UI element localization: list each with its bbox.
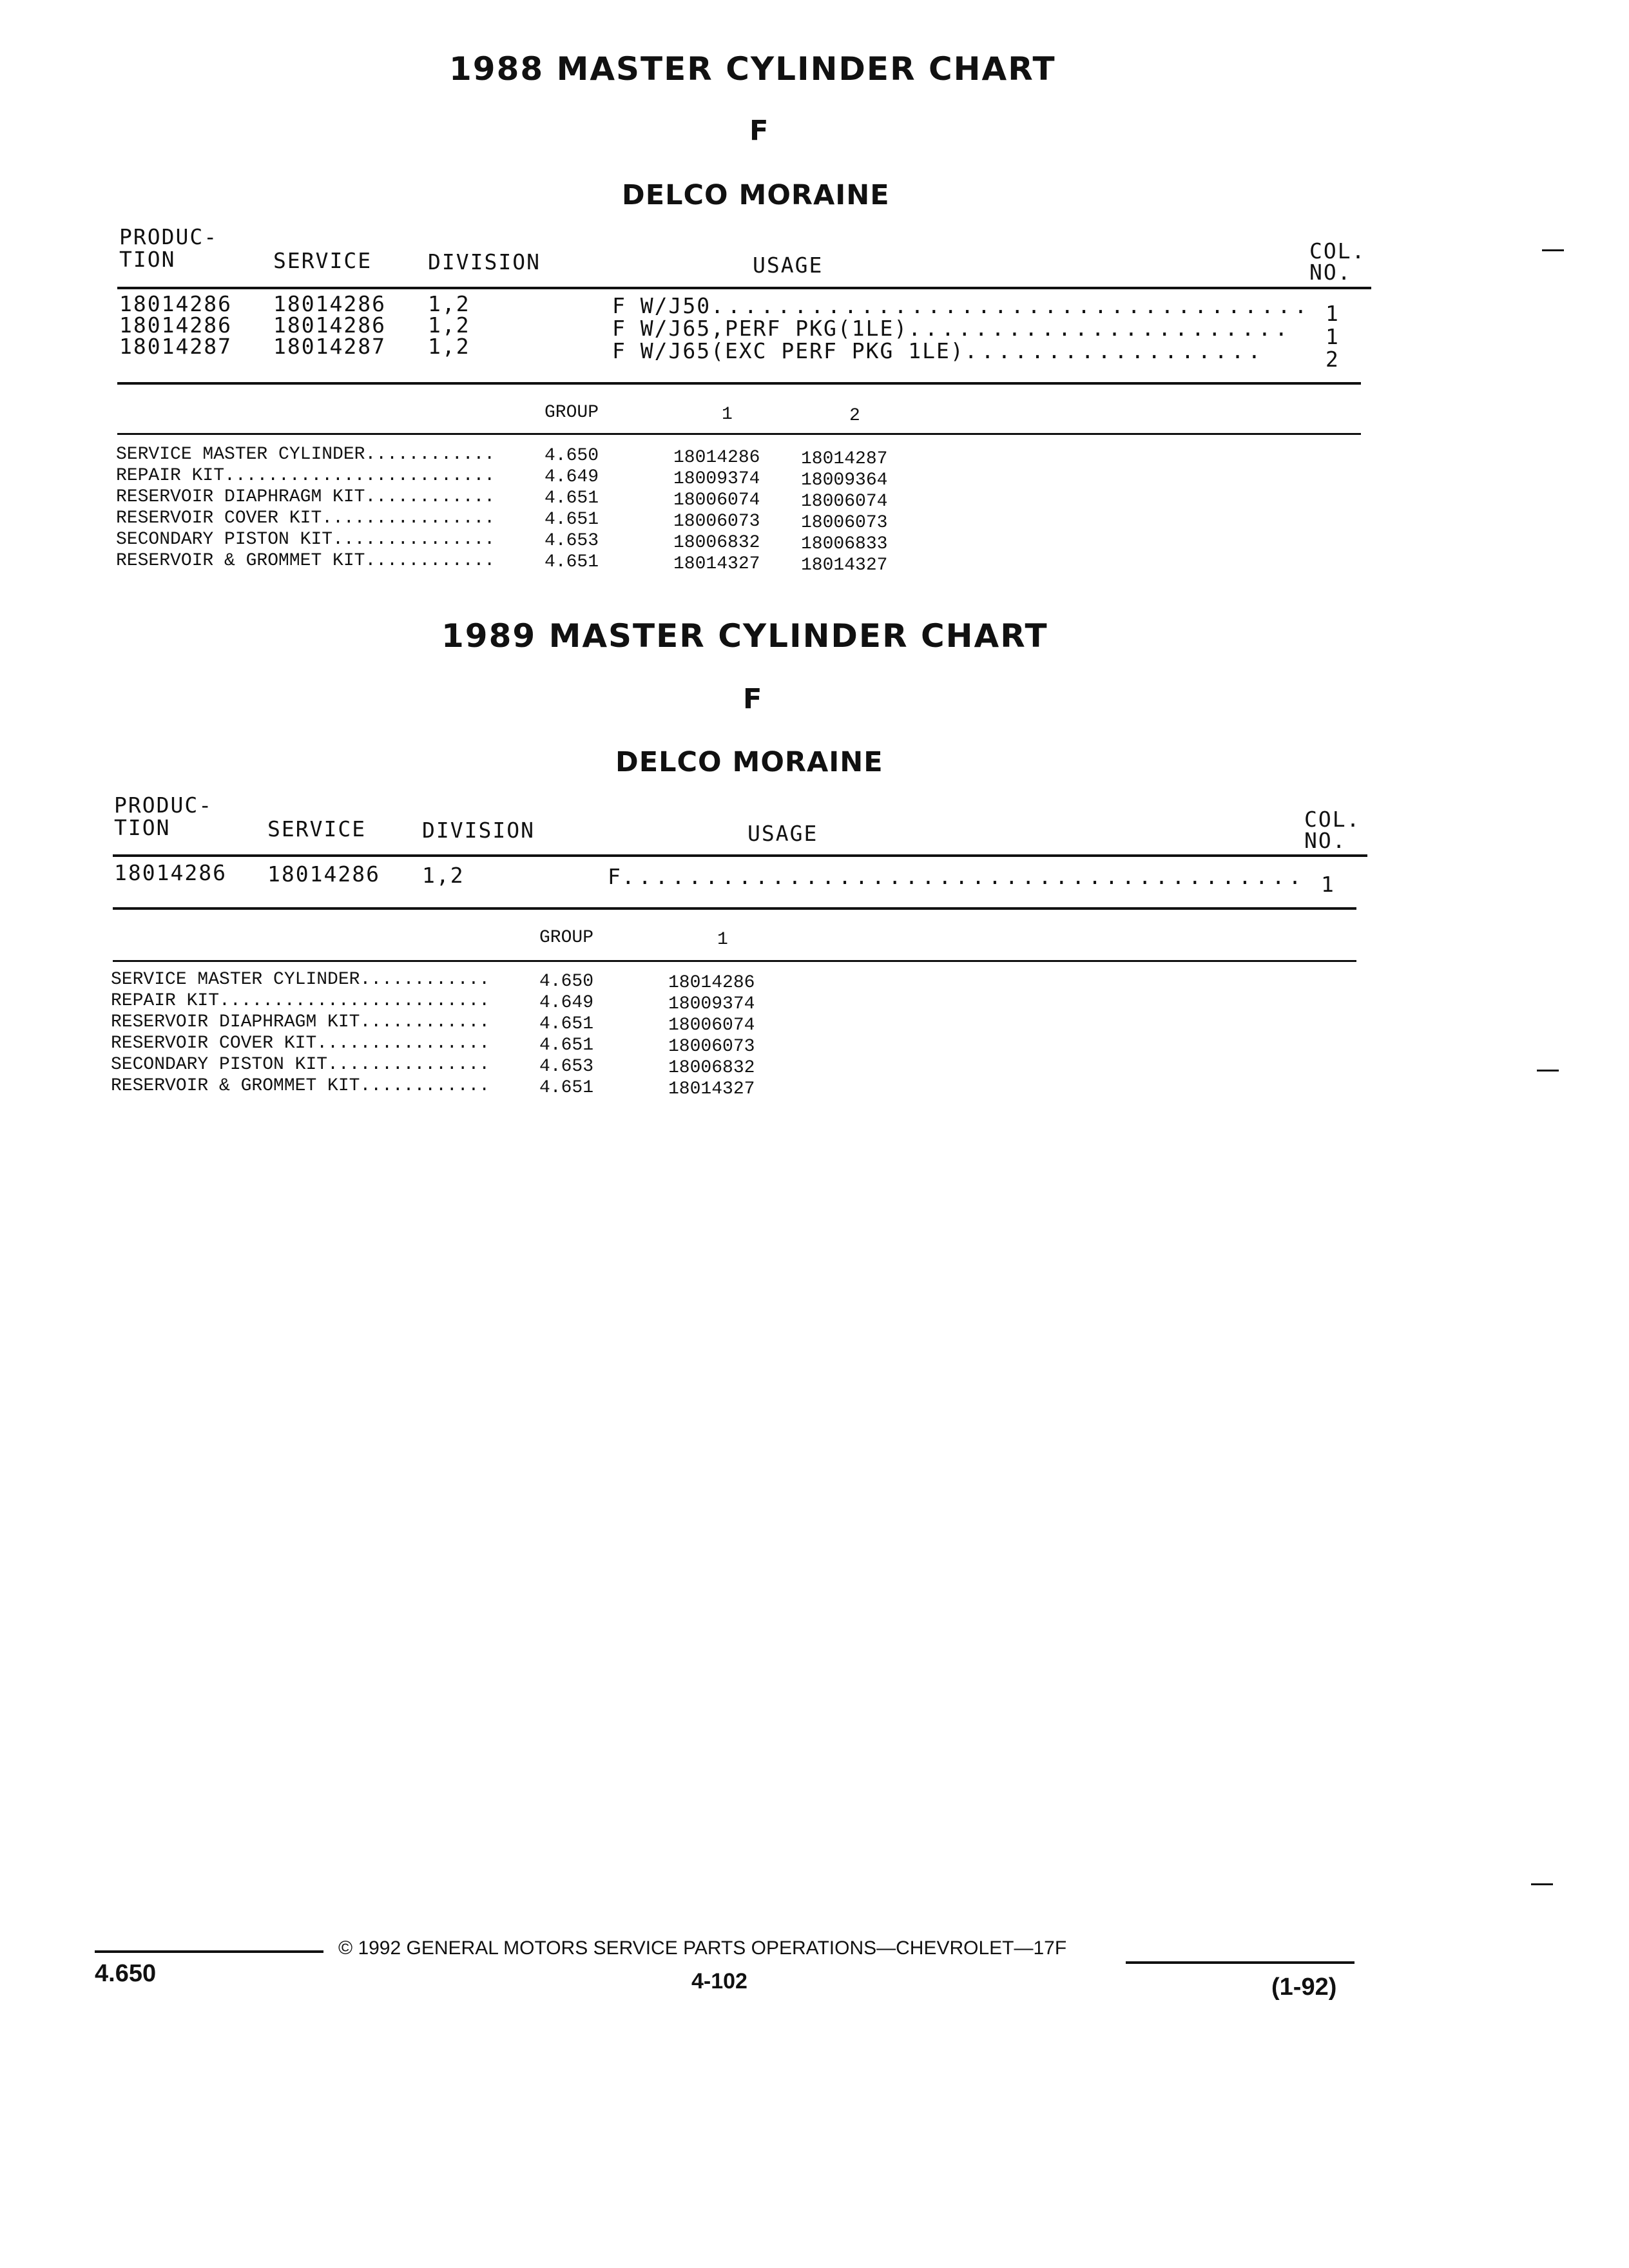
part-name: RESERVOIR & GROMMET KIT............: [116, 551, 496, 571]
row-service: 18014286: [273, 312, 386, 338]
row-production: 18014286: [114, 860, 227, 885]
row-production: 18014286: [119, 291, 232, 316]
section-rule: [113, 907, 1356, 910]
part-group: 4.651: [539, 1035, 594, 1055]
header-usage: USAGE: [753, 253, 824, 278]
header-division: DIVISION: [422, 818, 535, 843]
row-col: 1: [1325, 324, 1340, 349]
row-production: 18014286: [119, 312, 232, 338]
row-service: 18014287: [273, 334, 386, 359]
group-header-label: GROUP: [539, 928, 594, 948]
part-name: RESERVOIR COVER KIT................: [116, 508, 496, 528]
header-usage: USAGE: [747, 821, 818, 846]
part-group: 4.653: [539, 1057, 594, 1077]
part-group: 4.650: [539, 972, 594, 992]
part-value: 18006074: [673, 490, 760, 510]
part-value: 18014327: [668, 1079, 755, 1099]
header-col-2: NO.: [1309, 260, 1352, 285]
part-group: 4.651: [545, 552, 599, 572]
header-col-2: NO.: [1304, 828, 1347, 853]
part-group: 4.653: [545, 531, 599, 551]
part-value: 18006074: [668, 1015, 755, 1035]
row-service: 18014286: [273, 291, 386, 316]
part-value: 18006074: [801, 492, 888, 512]
group-header-label: GROUP: [545, 403, 599, 423]
chart-1988-maker: DELCO MORAINE: [622, 179, 890, 211]
footer-page-center: 4-102: [691, 1969, 747, 1994]
part-name: SECONDARY PISTON KIT...............: [116, 530, 496, 550]
part-value: 18006073: [668, 1037, 755, 1057]
part-value: 18006833: [801, 534, 888, 554]
part-name: RESERVOIR & GROMMET KIT............: [111, 1076, 490, 1096]
group-col-1: 1: [722, 405, 733, 425]
part-name: RESERVOIR DIAPHRAGM KIT............: [116, 487, 496, 507]
margin-mark: [1537, 1070, 1559, 1072]
group-rule: [117, 433, 1361, 435]
part-group: 4.649: [545, 467, 599, 487]
header-production-2: TION: [114, 815, 171, 840]
part-group: 4.651: [545, 488, 599, 508]
footer-copyright: © 1992 GENERAL MOTORS SERVICE PARTS OPERATIONS—CHEVROLET—17F: [338, 1937, 1067, 1959]
header-col-1: COL.: [1309, 238, 1366, 264]
header-service: SERVICE: [273, 248, 372, 273]
margin-mark: [1542, 249, 1564, 251]
part-name: REPAIR KIT.........................: [111, 991, 490, 1011]
part-group: 4.650: [545, 446, 599, 466]
footer-rule-right: [1126, 1961, 1354, 1964]
part-value: 18009374: [668, 994, 755, 1014]
header-rule: [117, 287, 1371, 289]
header-rule: [113, 854, 1367, 857]
row-usage: F W/J65(EXC PERF PKG 1LE)..................: [612, 338, 1265, 363]
row-col: 2: [1325, 347, 1340, 372]
part-value: 18006832: [673, 533, 760, 553]
part-group: 4.651: [539, 1014, 594, 1034]
header-production-1: PRODUC-: [119, 224, 218, 249]
part-value: 18014286: [668, 973, 755, 993]
part-name: SERVICE MASTER CYLINDER............: [116, 445, 496, 465]
part-group: 4.651: [545, 510, 599, 530]
part-value: 18014327: [673, 554, 760, 574]
part-value: 18006073: [673, 512, 760, 532]
row-division: 1,2: [422, 863, 465, 888]
header-division: DIVISION: [428, 249, 541, 274]
chart-1989-title: 1989 MASTER CYLINDER CHART: [441, 617, 1048, 655]
header-production-1: PRODUC-: [114, 793, 213, 818]
part-group: 4.649: [539, 993, 594, 1013]
header-production-2: TION: [119, 247, 176, 272]
footer-rule-left: [95, 1950, 323, 1953]
row-division: 1,2: [428, 291, 470, 316]
header-service: SERVICE: [267, 816, 367, 841]
part-name: RESERVOIR COVER KIT................: [111, 1033, 490, 1053]
part-name: RESERVOIR DIAPHRAGM KIT............: [111, 1012, 490, 1032]
part-name: SECONDARY PISTON KIT...............: [111, 1055, 490, 1075]
part-name: SERVICE MASTER CYLINDER............: [111, 970, 490, 990]
chart-1988-body: F: [749, 115, 769, 147]
part-name: REPAIR KIT.........................: [116, 466, 496, 486]
group-col-2: 2: [849, 406, 860, 426]
part-group: 4.651: [539, 1078, 594, 1098]
row-col: 1: [1325, 301, 1340, 326]
row-col: 1: [1321, 872, 1335, 897]
header-col-1: COL.: [1304, 807, 1361, 832]
row-division: 1,2: [428, 334, 470, 359]
row-division: 1,2: [428, 312, 470, 338]
part-value: 18014287: [801, 449, 888, 469]
part-value: 18006073: [801, 513, 888, 533]
part-value: 18014286: [673, 448, 760, 468]
part-value: 18006832: [668, 1058, 755, 1078]
footer-page-right: (1-92): [1271, 1974, 1337, 2001]
part-value: 18009364: [801, 470, 888, 490]
row-usage: F W/J50....................................: [612, 293, 1311, 318]
row-service: 18014286: [267, 861, 380, 887]
group-col-1: 1: [717, 930, 728, 950]
part-value: 18009374: [673, 469, 760, 489]
row-usage: F.........................................: [608, 864, 1306, 889]
group-rule: [113, 960, 1356, 962]
part-value: 18014327: [801, 555, 888, 575]
chart-1989-body: F: [743, 683, 763, 715]
margin-mark: [1531, 1883, 1553, 1885]
chart-1989-maker: DELCO MORAINE: [615, 746, 883, 778]
row-usage: F W/J65,PERF PKG(1LE).......................: [612, 316, 1292, 341]
footer-page-left: 4.650: [95, 1960, 157, 1987]
chart-1988-title: 1988 MASTER CYLINDER CHART: [449, 50, 1056, 88]
row-production: 18014287: [119, 334, 232, 359]
section-rule: [117, 382, 1361, 385]
